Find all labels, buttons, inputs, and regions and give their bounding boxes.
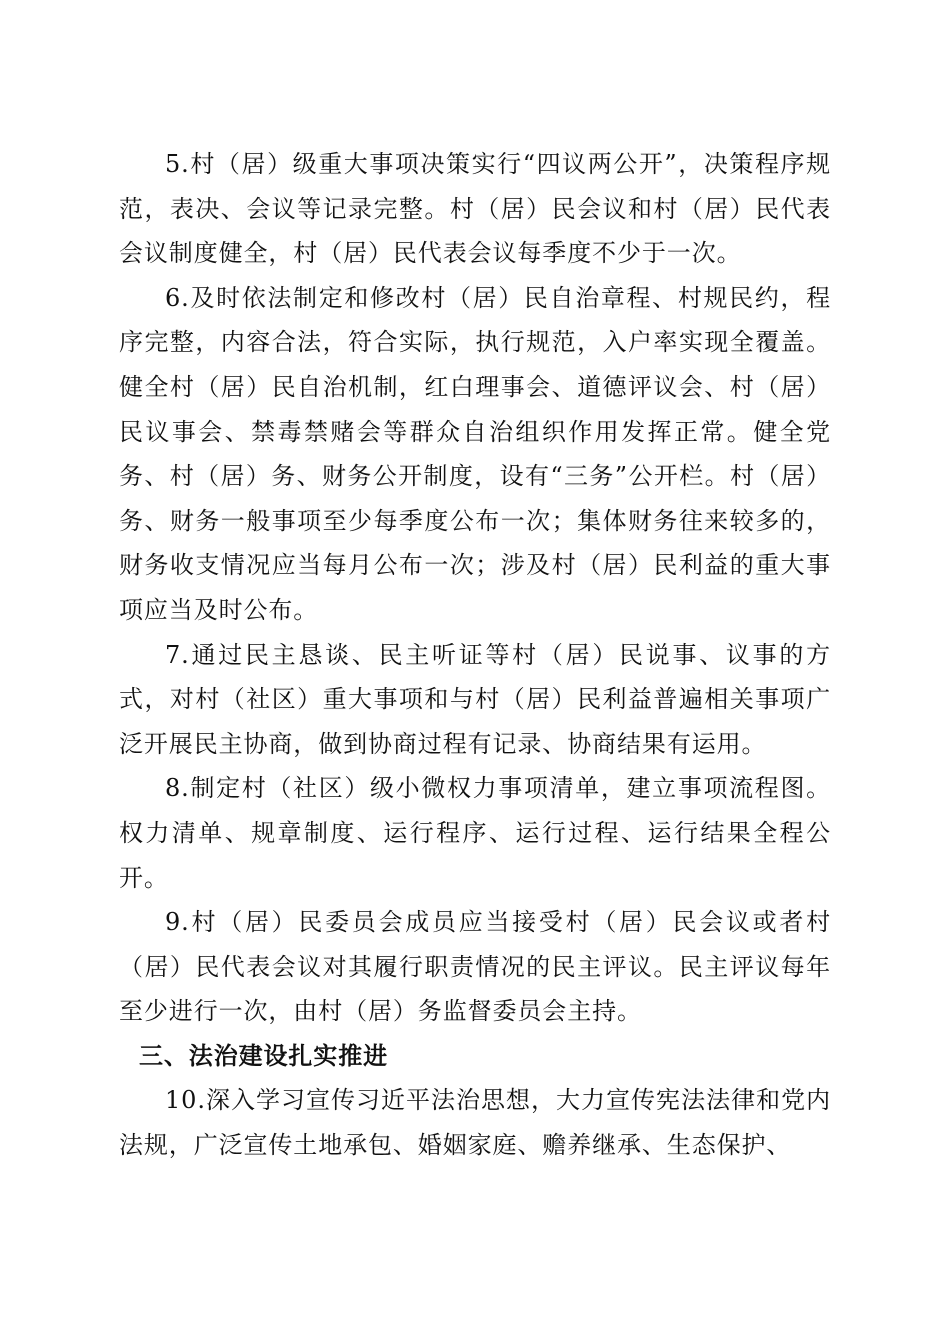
- paragraph-item-8: 8.制定村（社区）级小微权力事项清单，建立事项流程图。权力清单、规章制度、运行程序、运行过程、运行结果全程公开。: [119, 774, 831, 892]
- document-body: [119, 142, 831, 1168]
- section-heading: 三、法治建设扎实推进: [139, 1041, 388, 1070]
- paragraph-item-10: 10.深入学习宣传习近平法治思想，大力宣传宪法法律和党内法规，广泛宣传土地承包、婚姻家庭、赡养继承、生态保护、: [119, 1086, 831, 1160]
- paragraph-item-6: 6.及时依法制定和修改村（居）民自治章程、村规民约，程序完整，内容合法，符合实际，执行规范，入户率实现全覆盖。健全村（居）民自治机制，红白理事会、道德评议会、村（居）民议事会、禁毒禁赌会等群众自治组织作用发挥正常。健全党务、村（居）务、财务公开制度，设有“三务”公开栏。村（居）务、财务一般事项至少每季度公布一次；集体财务往来较多的，财务收支情况应当每月公布一次；涉及村（居）民利益的重大事项应当及时公布。: [119, 283, 831, 624]
- paragraph-item-7: 7.通过民主恳谈、民主听证等村（居）民说事、议事的方式，对村（社区）重大事项和与村（居）民利益普遍相关事项广泛开展民主协商，做到协商过程有记录、协商结果有运用。: [119, 640, 831, 758]
- paragraph-item-9: 9.村（居）民委员会成员应当接受村（居）民会议或者村（居）民代表会议对其履行职责情况的民主评议。民主评议每年至少进行一次，由村（居）务监督委员会主持。: [119, 908, 831, 1026]
- paragraph-item-5: 5.村（居）级重大事项决策实行“四议两公开”，决策程序规范，表决、会议等记录完整。村（居）民会议和村（居）民代表会议制度健全，村（居）民代表会议每季度不少于一次。: [119, 150, 831, 268]
